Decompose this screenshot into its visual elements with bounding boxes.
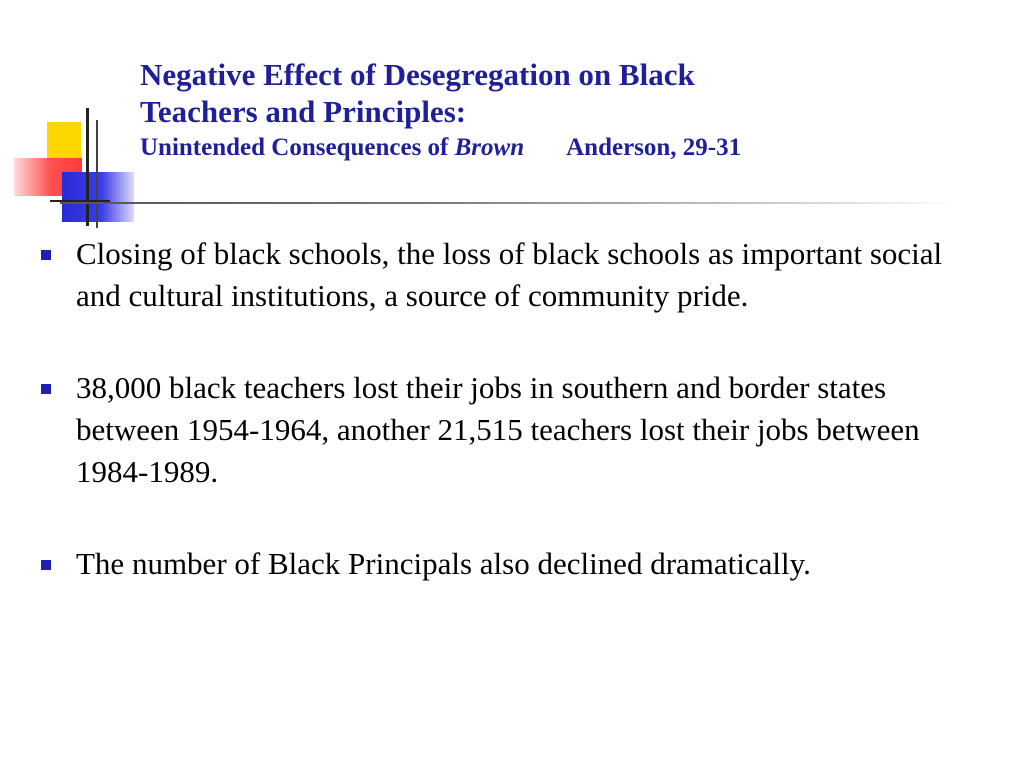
slide-title: [140, 56, 1000, 164]
title-line-2: Teachers and Principles:: [140, 94, 467, 129]
logo-blue-square: [62, 172, 134, 222]
bullet-text: The number of Black Principals also declined dramatically.: [76, 546, 811, 581]
title-line-1: Negative Effect of Desegregation on Black: [140, 57, 695, 92]
square-bullet-icon: [41, 250, 51, 260]
bullet-list: [38, 233, 978, 635]
square-bullet-icon: [41, 560, 51, 570]
square-bullet-icon: [41, 384, 51, 394]
bullet-item: [38, 233, 978, 317]
bullet-item: [38, 543, 978, 585]
logo-vertical-line-secondary: [96, 120, 98, 228]
subtitle-brown: Brown: [454, 134, 525, 161]
subtitle-prefix: Unintended Consequences of: [140, 134, 455, 161]
bullet-text: Closing of black schools, the loss of black schools as important social and cultural institutions, a source of community pride.: [76, 236, 943, 313]
slide-subtitle: [140, 132, 1000, 164]
slide-corner-logo: [0, 100, 160, 230]
logo-vertical-line: [86, 108, 89, 226]
title-underline: [60, 202, 960, 204]
bullet-item: [38, 367, 978, 493]
subtitle-citation: Anderson, 29-31: [566, 134, 742, 161]
bullet-text: 38,000 black teachers lost their jobs in southern and border states between 1954-1964, another 21,515 teachers lost their jobs between 1984-1989.: [76, 370, 920, 489]
